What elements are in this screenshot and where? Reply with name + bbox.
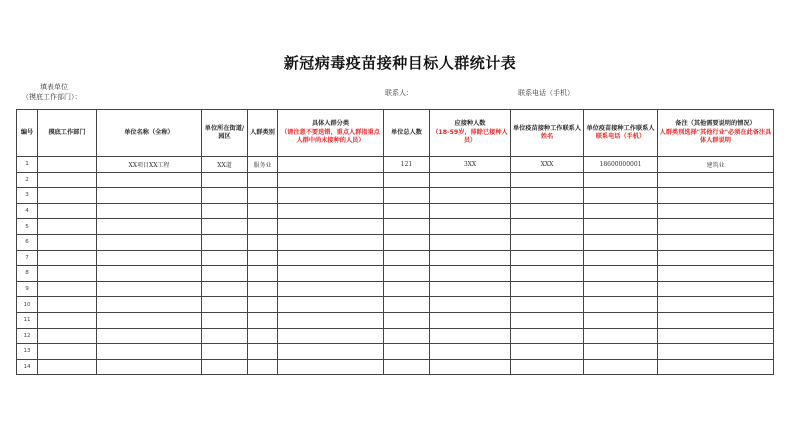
- header-remarks: 备注（其他需要说明的情况） 人群类别选择"其他行业"必须在此备注具体人群说明: [658, 110, 774, 157]
- statistics-table: [16, 109, 774, 375]
- cell-survey-department[interactable]: [38, 203, 97, 219]
- cell-survey-department[interactable]: [38, 188, 97, 204]
- cell-specific-classification[interactable]: [278, 281, 384, 297]
- header-number: 编号: [17, 110, 38, 157]
- cell-unit-street[interactable]: [202, 344, 248, 360]
- cell-unit-name[interactable]: [97, 219, 202, 235]
- cell-number[interactable]: 3: [17, 188, 38, 204]
- cell-survey-department[interactable]: [38, 297, 97, 313]
- cell-specific-classification[interactable]: [278, 328, 384, 344]
- cell-contact-phone[interactable]: [584, 328, 658, 344]
- cell-unit-name[interactable]: [97, 359, 202, 375]
- cell-unit-total[interactable]: 121: [384, 157, 430, 173]
- table-row: [17, 328, 774, 344]
- cell-unit-street[interactable]: [202, 328, 248, 344]
- cell-unit-name[interactable]: [97, 203, 202, 219]
- table-row: [17, 188, 774, 204]
- cell-unit-name[interactable]: [97, 188, 202, 204]
- cell-unit-name[interactable]: [97, 328, 202, 344]
- cell-specific-classification[interactable]: [278, 266, 384, 282]
- cell-remarks[interactable]: [658, 297, 774, 313]
- header-survey-department: 摸底工作部门: [38, 110, 97, 157]
- cell-number[interactable]: 7: [17, 250, 38, 266]
- cell-remarks[interactable]: [658, 312, 774, 328]
- cell-population-category[interactable]: [248, 219, 278, 235]
- cell-unit-total[interactable]: [384, 297, 430, 313]
- cell-contact-phone[interactable]: [584, 297, 658, 313]
- cell-contact-name[interactable]: [511, 219, 584, 235]
- cell-to-vaccinate[interactable]: [430, 188, 511, 204]
- cell-unit-total[interactable]: [384, 359, 430, 375]
- cell-to-vaccinate[interactable]: [430, 172, 511, 188]
- cell-population-category[interactable]: [248, 344, 278, 360]
- cell-unit-street[interactable]: [202, 312, 248, 328]
- cell-survey-department[interactable]: [38, 328, 97, 344]
- cell-unit-total[interactable]: [384, 234, 430, 250]
- table-row: [17, 359, 774, 375]
- header-unit-total: 单位总人数: [384, 110, 430, 157]
- cell-contact-name[interactable]: [511, 250, 584, 266]
- cell-unit-name[interactable]: [97, 344, 202, 360]
- cell-to-vaccinate[interactable]: [430, 203, 511, 219]
- cell-specific-classification[interactable]: [278, 344, 384, 360]
- cell-contact-phone[interactable]: [584, 312, 658, 328]
- cell-unit-total[interactable]: [384, 250, 430, 266]
- header-specific-classification: 具体人群分类 （请注意不要迭错，重点人群指重点人群中尚未接种的人员）: [278, 110, 384, 157]
- cell-specific-classification[interactable]: [278, 219, 384, 235]
- cell-number[interactable]: 4: [17, 203, 38, 219]
- cell-survey-department[interactable]: [38, 250, 97, 266]
- cell-population-category[interactable]: [248, 203, 278, 219]
- cell-contact-name[interactable]: [511, 344, 584, 360]
- header-unit-name: 单位名称（全称）: [97, 110, 202, 157]
- cell-number[interactable]: 6: [17, 234, 38, 250]
- cell-unit-name[interactable]: XX项目XX工程: [97, 157, 202, 173]
- cell-specific-classification[interactable]: [278, 188, 384, 204]
- header-contact-name: 单位疫苗接种工作联系人 姓名: [511, 110, 584, 157]
- cell-contact-phone[interactable]: [584, 188, 658, 204]
- cell-survey-department[interactable]: [38, 344, 97, 360]
- header-to-vaccinate: 应接种人数 （18-59岁，排除已接种人员）: [430, 110, 511, 157]
- cell-population-category[interactable]: [248, 328, 278, 344]
- header-unit-street: 单位所在街道/园区: [202, 110, 248, 157]
- cell-to-vaccinate[interactable]: [430, 250, 511, 266]
- cell-survey-department[interactable]: [38, 219, 97, 235]
- cell-remarks[interactable]: [658, 344, 774, 360]
- cell-unit-street[interactable]: [202, 203, 248, 219]
- table-row: [17, 312, 774, 328]
- table-row: [17, 250, 774, 266]
- cell-unit-name[interactable]: [97, 172, 202, 188]
- cell-survey-department[interactable]: [38, 312, 97, 328]
- cell-unit-street[interactable]: [202, 297, 248, 313]
- cell-unit-total[interactable]: [384, 312, 430, 328]
- cell-contact-name[interactable]: [511, 312, 584, 328]
- cell-contact-phone[interactable]: 18600000001: [584, 157, 658, 173]
- cell-population-category[interactable]: 服务业: [248, 157, 278, 173]
- cell-population-category[interactable]: [248, 312, 278, 328]
- cell-number[interactable]: 5: [17, 219, 38, 235]
- cell-remarks[interactable]: [658, 266, 774, 282]
- header-remarks-note: 人群类别选择"其他行业"必须在此备注具体人群说明: [659, 128, 772, 145]
- cell-contact-name[interactable]: [511, 172, 584, 188]
- header-contact-name-note: 姓名: [540, 133, 554, 140]
- cell-specific-classification[interactable]: [278, 172, 384, 188]
- cell-unit-total[interactable]: [384, 266, 430, 282]
- cell-contact-name[interactable]: [511, 234, 584, 250]
- cell-to-vaccinate[interactable]: [430, 328, 511, 344]
- cell-remarks[interactable]: [658, 234, 774, 250]
- cell-unit-street[interactable]: [202, 281, 248, 297]
- cell-number[interactable]: 14: [17, 359, 38, 375]
- cell-number[interactable]: 12: [17, 328, 38, 344]
- cell-to-vaccinate[interactable]: [430, 297, 511, 313]
- cell-number[interactable]: 1: [17, 157, 38, 173]
- cell-specific-classification[interactable]: [278, 234, 384, 250]
- cell-contact-name[interactable]: [511, 281, 584, 297]
- cell-remarks[interactable]: 建筑业: [658, 157, 774, 173]
- table-row: [17, 297, 774, 313]
- cell-number[interactable]: 2: [17, 172, 38, 188]
- cell-to-vaccinate[interactable]: [430, 234, 511, 250]
- cell-survey-department[interactable]: [38, 172, 97, 188]
- cell-population-category[interactable]: [248, 250, 278, 266]
- cell-specific-classification[interactable]: [278, 359, 384, 375]
- cell-survey-department[interactable]: [38, 266, 97, 282]
- cell-survey-department[interactable]: [38, 281, 97, 297]
- cell-remarks[interactable]: [658, 219, 774, 235]
- cell-remarks[interactable]: [658, 359, 774, 375]
- header-population-category: 人群类别: [248, 110, 278, 157]
- header-contact-phone-note: 联系电话（手机）: [595, 133, 646, 140]
- cell-specific-classification[interactable]: [278, 297, 384, 313]
- page-title: 新冠病毒疫苗接种目标人群统计表: [283, 54, 517, 72]
- cell-unit-street[interactable]: [202, 266, 248, 282]
- cell-number[interactable]: 10: [17, 297, 38, 313]
- cell-number[interactable]: 11: [17, 312, 38, 328]
- cell-unit-street[interactable]: [202, 219, 248, 235]
- cell-population-category[interactable]: [248, 234, 278, 250]
- cell-unit-total[interactable]: [384, 328, 430, 344]
- cell-number[interactable]: 9: [17, 281, 38, 297]
- cell-to-vaccinate[interactable]: [430, 281, 511, 297]
- cell-contact-name[interactable]: XXX: [511, 157, 584, 173]
- cell-remarks[interactable]: [658, 188, 774, 204]
- cell-unit-street[interactable]: [202, 188, 248, 204]
- cell-contact-name[interactable]: [511, 266, 584, 282]
- fill-unit-sublabel: （摸底工作部门）：: [22, 93, 82, 101]
- cell-number[interactable]: 8: [17, 266, 38, 282]
- cell-unit-total[interactable]: [384, 219, 430, 235]
- cell-specific-classification[interactable]: [278, 157, 384, 173]
- contact-phone-label: 联系电话（手机）: [518, 89, 574, 97]
- cell-remarks[interactable]: [658, 328, 774, 344]
- cell-population-category[interactable]: [248, 266, 278, 282]
- table-row: [17, 172, 774, 188]
- cell-unit-street[interactable]: [202, 172, 248, 188]
- table-row: [17, 266, 774, 282]
- cell-contact-phone[interactable]: [584, 219, 658, 235]
- header-contact-phone: 单位疫苗接种工作联系人 联系电话（手机）: [584, 110, 658, 157]
- cell-unit-name[interactable]: [97, 312, 202, 328]
- fill-unit-label: 填表单位: [40, 83, 68, 91]
- cell-specific-classification[interactable]: [278, 312, 384, 328]
- cell-unit-name[interactable]: [97, 250, 202, 266]
- table-row: [17, 203, 774, 219]
- cell-survey-department[interactable]: [38, 157, 97, 173]
- cell-contact-name[interactable]: [511, 297, 584, 313]
- cell-contact-name[interactable]: [511, 188, 584, 204]
- cell-population-category[interactable]: [248, 297, 278, 313]
- cell-population-category[interactable]: [248, 172, 278, 188]
- cell-unit-street[interactable]: XX道: [202, 157, 248, 173]
- cell-survey-department[interactable]: [38, 359, 97, 375]
- table-row: [17, 344, 774, 360]
- cell-contact-phone[interactable]: [584, 172, 658, 188]
- cell-contact-phone[interactable]: [584, 250, 658, 266]
- cell-specific-classification[interactable]: [278, 203, 384, 219]
- cell-specific-classification[interactable]: [278, 250, 384, 266]
- cell-remarks[interactable]: [658, 250, 774, 266]
- cell-unit-name[interactable]: [97, 297, 202, 313]
- cell-unit-name[interactable]: [97, 281, 202, 297]
- cell-to-vaccinate[interactable]: [430, 344, 511, 360]
- cell-unit-street[interactable]: [202, 250, 248, 266]
- cell-contact-phone[interactable]: [584, 359, 658, 375]
- cell-unit-total[interactable]: [384, 172, 430, 188]
- cell-remarks[interactable]: [658, 172, 774, 188]
- contact-person-label: 联系人：: [385, 89, 413, 97]
- header-vaccinate-note: （18-59岁，排除已接种人员）: [432, 128, 508, 145]
- cell-contact-name[interactable]: [511, 203, 584, 219]
- cell-unit-name[interactable]: [97, 234, 202, 250]
- cell-unit-name[interactable]: [97, 266, 202, 282]
- cell-contact-phone[interactable]: [584, 281, 658, 297]
- cell-unit-street[interactable]: [202, 234, 248, 250]
- header-classification-note: （请注意不要迭错，重点人群指重点人群中尚未接种的人员）: [281, 128, 380, 145]
- cell-population-category[interactable]: [248, 188, 278, 204]
- cell-population-category[interactable]: [248, 281, 278, 297]
- cell-contact-phone[interactable]: [584, 203, 658, 219]
- cell-unit-total[interactable]: [384, 203, 430, 219]
- cell-contact-phone[interactable]: [584, 344, 658, 360]
- table-row: [17, 157, 774, 173]
- cell-to-vaccinate[interactable]: [430, 219, 511, 235]
- cell-contact-phone[interactable]: [584, 266, 658, 282]
- cell-survey-department[interactable]: [38, 234, 97, 250]
- cell-to-vaccinate[interactable]: [430, 359, 511, 375]
- table-row: [17, 219, 774, 235]
- cell-population-category[interactable]: [248, 359, 278, 375]
- cell-contact-name[interactable]: [511, 328, 584, 344]
- cell-number[interactable]: 13: [17, 344, 38, 360]
- cell-remarks[interactable]: [658, 203, 774, 219]
- table-row: [17, 234, 774, 250]
- cell-contact-phone[interactable]: [584, 234, 658, 250]
- cell-to-vaccinate[interactable]: [430, 266, 511, 282]
- table-row: [17, 281, 774, 297]
- cell-unit-total[interactable]: [384, 188, 430, 204]
- cell-contact-name[interactable]: [511, 359, 584, 375]
- table-header-row: [17, 110, 774, 157]
- cell-to-vaccinate[interactable]: [430, 312, 511, 328]
- cell-unit-total[interactable]: [384, 281, 430, 297]
- cell-unit-total[interactable]: [384, 344, 430, 360]
- cell-unit-street[interactable]: [202, 359, 248, 375]
- cell-remarks[interactable]: [658, 281, 774, 297]
- cell-to-vaccinate[interactable]: 3XX: [430, 157, 511, 173]
